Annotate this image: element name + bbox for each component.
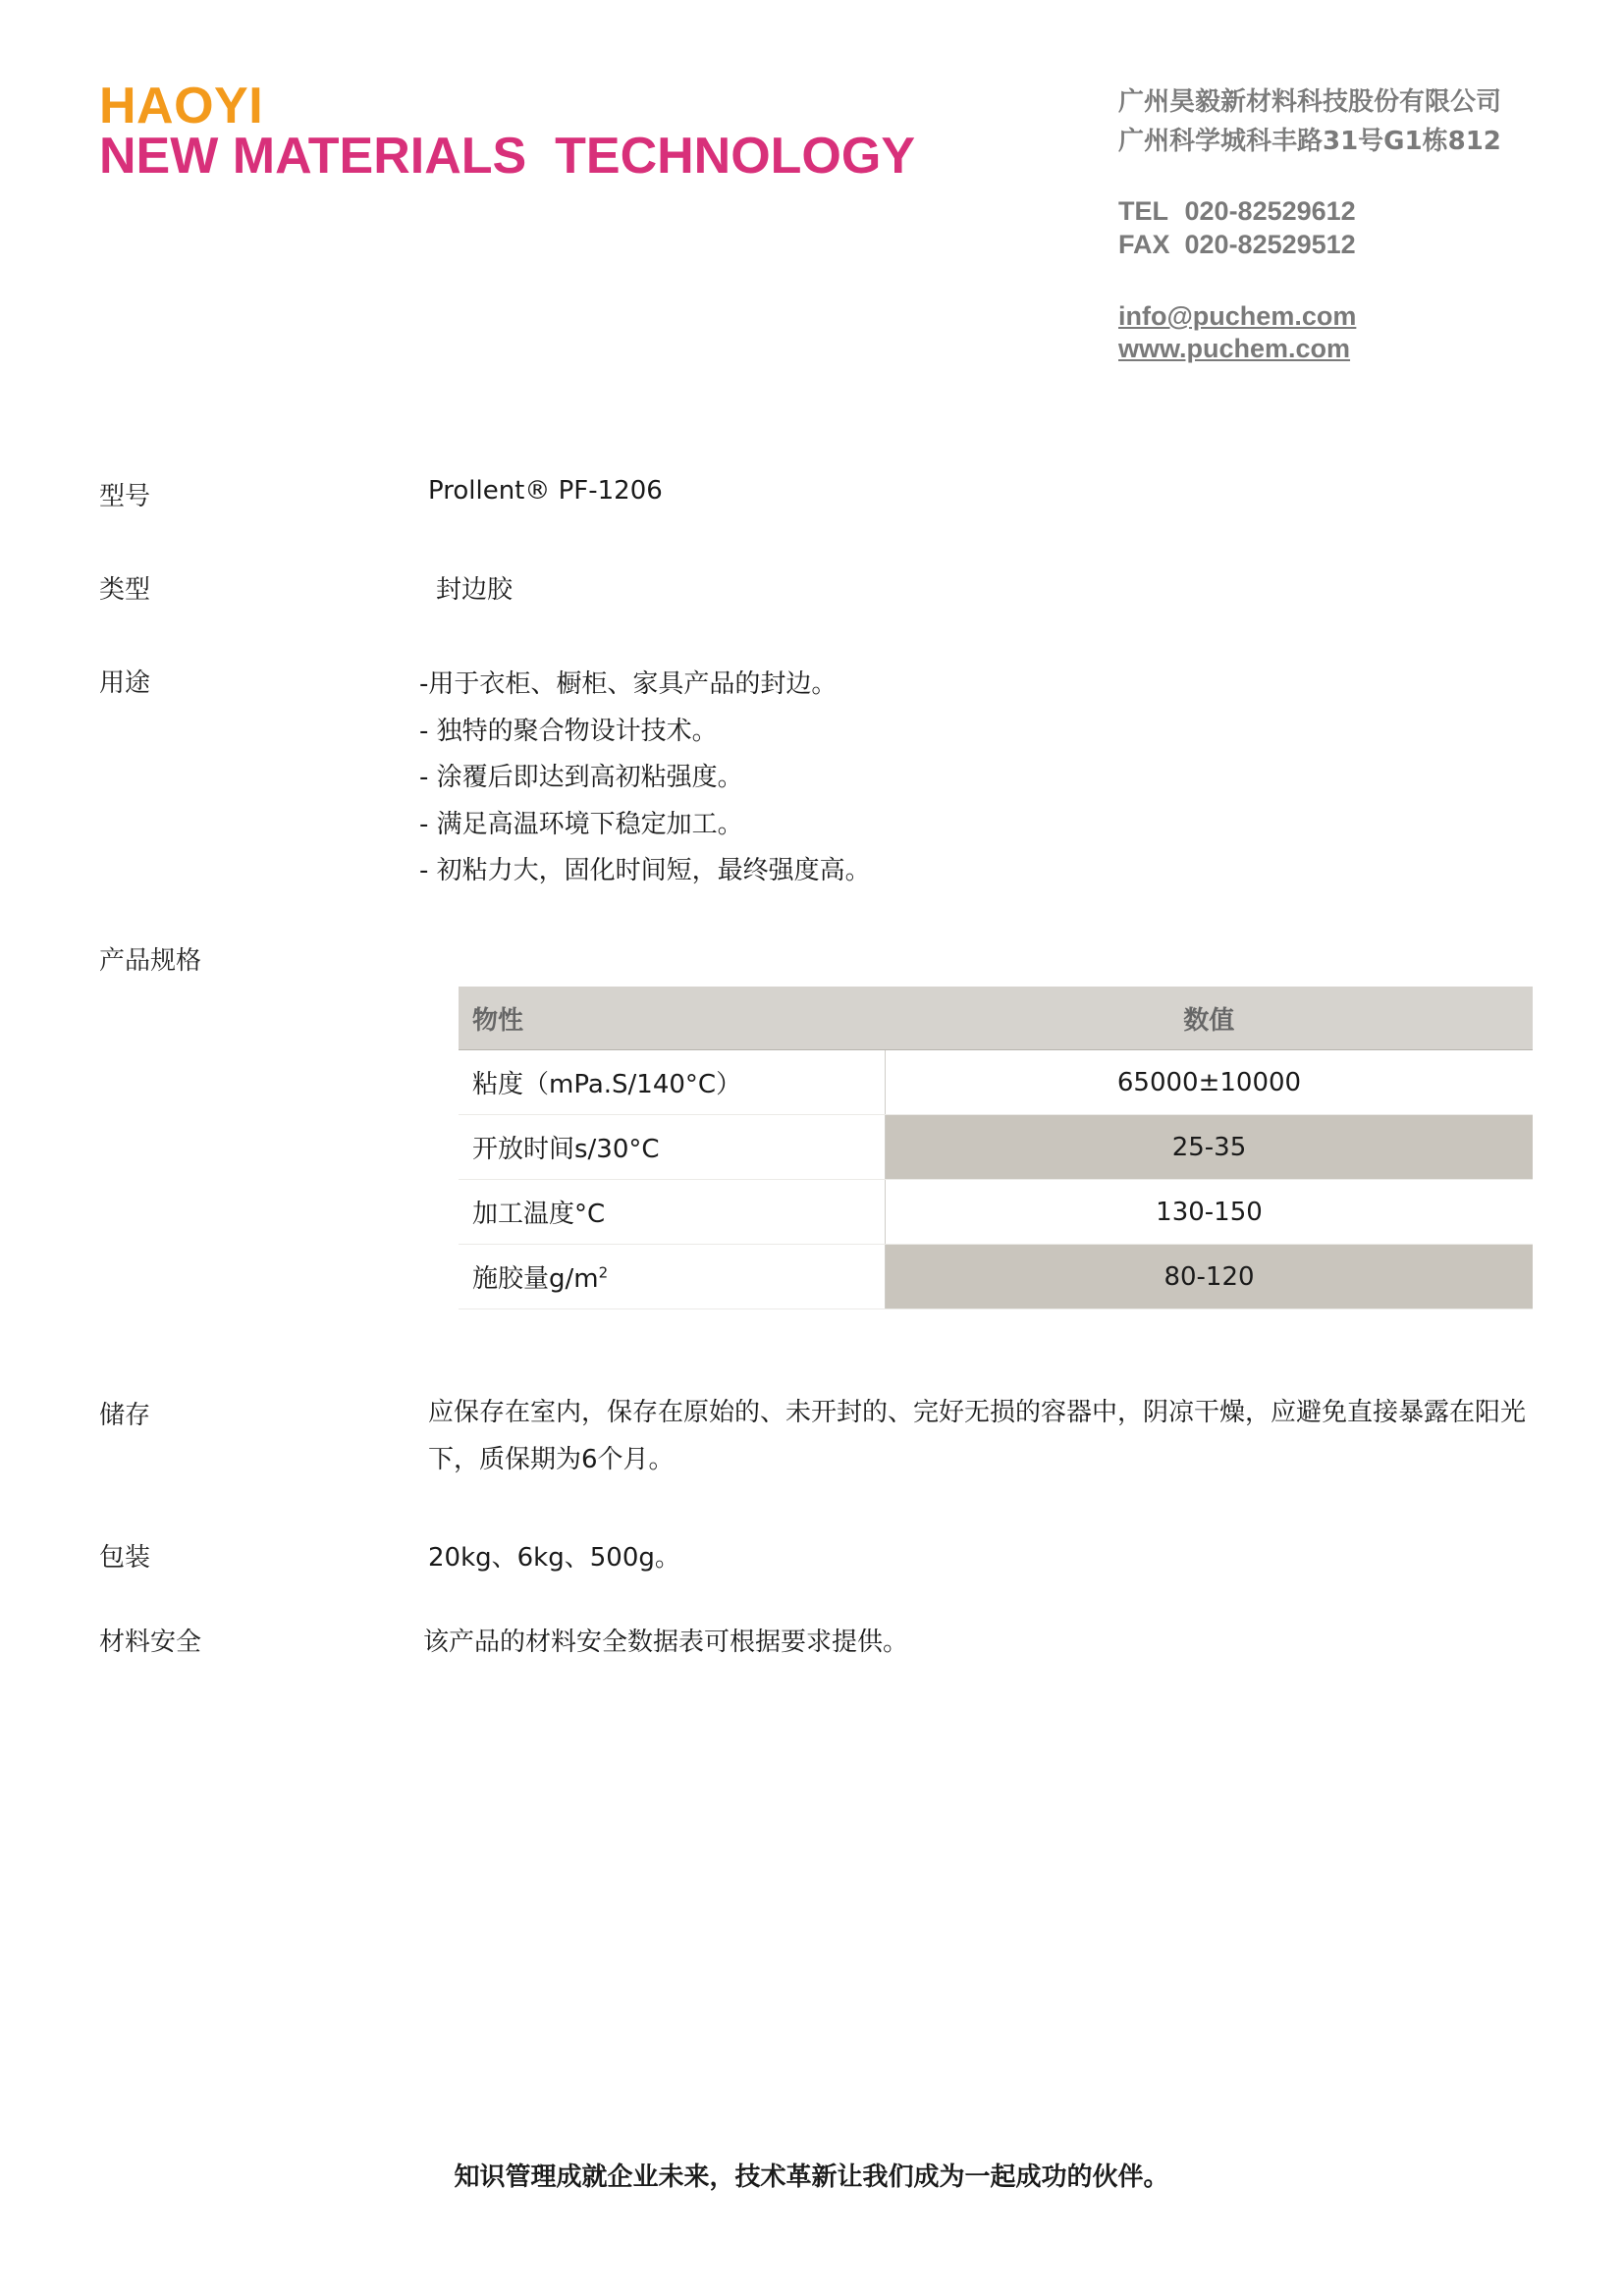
- superscript: 2: [598, 1263, 609, 1282]
- value-cell: 25-35: [886, 1115, 1534, 1180]
- tel-line: [1118, 194, 1356, 228]
- list-item: - 涂覆后即达到高初粘强度。: [419, 763, 743, 792]
- table-header-row: [459, 987, 1533, 1050]
- fax-number: 020-82529512: [1184, 230, 1356, 259]
- company-block: [1118, 82, 1501, 161]
- value-cell: 80-120: [886, 1245, 1534, 1309]
- list-item: - 初粘力大，固化时间短，最终强度高。: [419, 856, 871, 885]
- spec-label: 产品规格: [99, 946, 202, 976]
- table-row: [459, 1180, 1533, 1245]
- package-value: 20kg、6kg、500g。: [428, 1543, 680, 1573]
- property-cell: 粘度（mPa.S/140°C）: [459, 1050, 886, 1115]
- storage-label: 储存: [99, 1401, 151, 1430]
- brand-name: HAOYI: [99, 78, 264, 134]
- model-label: 型号: [99, 482, 151, 511]
- list-item: - 独特的聚合物设计技术。: [419, 716, 718, 746]
- value-cell: 130-150: [886, 1180, 1534, 1245]
- col-value-header: 数值: [886, 987, 1534, 1050]
- property-cell: [459, 1245, 886, 1309]
- property-cell: 开放时间s/30°C: [459, 1115, 886, 1180]
- property-text: 施胶量g/m: [472, 1264, 599, 1294]
- type-label: 类型: [99, 575, 151, 605]
- list-item: -用于衣柜、橱柜、家具产品的封边。: [419, 669, 838, 699]
- fax-label: FAX: [1118, 230, 1170, 259]
- footer-slogan: 知识管理成就企业未来，技术革新让我们成为一起成功的伙伴。: [454, 2163, 1169, 2192]
- safety-label: 材料安全: [99, 1628, 202, 1657]
- table-row: [459, 1115, 1533, 1180]
- fax-line: [1118, 228, 1356, 261]
- list-item: - 满足高温环境下稳定加工。: [419, 809, 743, 839]
- table-row: [459, 1050, 1533, 1115]
- model-value: Prollent® PF-1206: [428, 476, 663, 506]
- contact-block: [1118, 194, 1356, 261]
- uses-list: [419, 662, 871, 895]
- property-cell: 加工温度°C: [459, 1180, 886, 1245]
- storage-text: 应保存在室内，保存在原始的、未开封的、完好无损的容器中，阴凉干燥，应避免直接暴露在阳光下，质保期为6个月。: [428, 1398, 1527, 1474]
- col-property-header: 物性: [459, 987, 886, 1050]
- uses-label: 用途: [99, 668, 151, 698]
- package-label: 包装: [99, 1543, 151, 1573]
- web-block: [1118, 300, 1356, 365]
- tel-number: 020-82529612: [1184, 196, 1356, 226]
- brand-tagline: NEW MATERIALS TECHNOLOGY: [99, 128, 916, 185]
- website-link[interactable]: www.puchem.com: [1118, 334, 1351, 363]
- tel-label: TEL: [1118, 196, 1168, 226]
- safety-value: 该产品的材料安全数据表可根据要求提供。: [423, 1628, 909, 1657]
- email-link[interactable]: info@puchem.com: [1118, 301, 1357, 331]
- value-cell: 65000±10000: [886, 1050, 1534, 1115]
- table-row: [459, 1245, 1533, 1309]
- type-value: 封边胶: [436, 575, 514, 605]
- company-name: 广州昊毅新材料科技股份有限公司: [1118, 87, 1502, 117]
- company-address: 广州科学城科丰路31号G1栋812: [1118, 127, 1501, 156]
- spec-table: [459, 987, 1533, 1309]
